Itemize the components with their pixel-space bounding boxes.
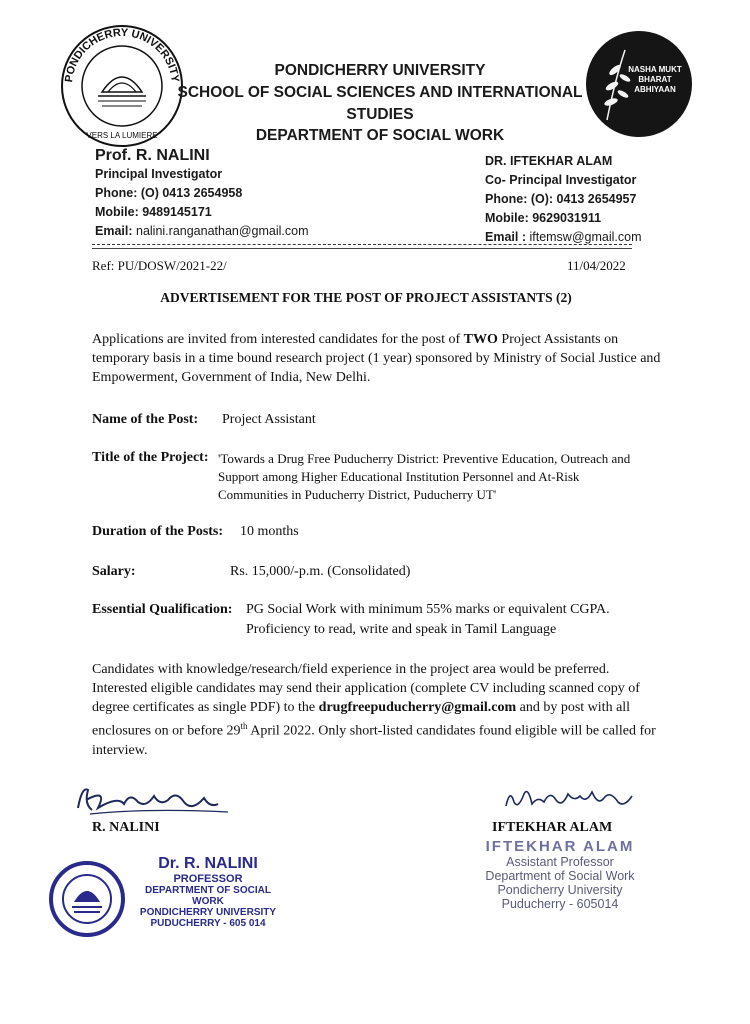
salary-label: Salary:: [92, 564, 136, 579]
copi-email-label: Email :: [485, 230, 530, 244]
iftekhar-signature: [500, 782, 640, 816]
closing-text-3: April 2022. Only short-listed candidates found eligible will be called for interview.: [92, 723, 656, 758]
right-stamp-text: [455, 838, 665, 911]
post-value: Project Assistant: [222, 412, 316, 427]
header-university: PONDICHERRY UNIVERSITY: [274, 62, 486, 79]
nasha-mukt-logo: [585, 30, 693, 138]
date-superscript: th: [240, 721, 248, 731]
copi-email: iftemsw@gmail.com: [529, 230, 642, 244]
right-stamp-city: Puducherry - 605014: [501, 897, 619, 911]
pi-email: nalini.ranganathan@gmail.com: [136, 224, 309, 238]
closing-text-1: Candidates with knowledge/research/field experience in the project area would be preferred. Interested eligible candidates may send their application (complete CV including scanned copy of degree certificates as single PDF) to the: [92, 662, 640, 715]
project-label: Title of the Project:: [92, 450, 209, 465]
left-signatory-name: R. NALINI: [92, 820, 160, 835]
intro-paragraph: [92, 330, 662, 387]
logo-line-1: NASHA MUKT: [628, 65, 682, 74]
logo-motto: VERS LA LUMIERE: [86, 131, 158, 140]
pi-email-label: Email:: [95, 224, 136, 238]
copi-contact: [485, 152, 641, 247]
left-stamp-text: [128, 855, 288, 929]
pi-contact: [95, 146, 309, 241]
project-value: 'Towards a Drug Free Puducherry District: Preventive Education, Outreach and Support among Higher Educational Institution Personnel and At-Risk Communities in Puducherry District, Puducherry UT': [218, 451, 631, 502]
header-school-line1: SCHOOL OF SOCIAL SCIENCES AND INTERNATIONAL: [177, 84, 583, 101]
left-stamp-dept: DEPARTMENT OF SOCIAL WORK: [145, 885, 271, 907]
left-stamp-univ: PONDICHERRY UNIVERSITY: [139, 907, 277, 918]
intro-text-1: Applications are invited from interested candidates for the post of: [92, 332, 464, 347]
reference-number: Ref: PU/DOSW/2021-22/: [92, 258, 227, 273]
left-stamp-city: PUDUCHERRY - 605 014: [150, 918, 266, 929]
qualification-value-1: PG Social Work with minimum 55% marks or equivalent CGPA.: [246, 602, 610, 617]
intro-bold: TWO: [463, 332, 498, 347]
pi-role: Principal Investigator: [95, 167, 223, 181]
qualification-label: Essential Qualification:: [92, 602, 233, 617]
logo-line-3: ABHIYAAN: [634, 85, 676, 94]
pi-phone: Phone: (O) 0413 2654958: [95, 186, 243, 200]
closing-paragraph: [92, 660, 662, 760]
copi-phone: Phone: (O): 0413 2654957: [485, 192, 637, 206]
application-email: drugfreepuducherry@gmail.com: [318, 700, 517, 715]
logo-line-2: BHARAT: [638, 75, 672, 84]
header-divider: [92, 248, 632, 249]
logo-arc-text: PONDICHERRY UNIVERSITY: [63, 26, 181, 83]
header-school-line2: STUDIES: [346, 106, 414, 123]
right-stamp-dept: Department of Social Work: [485, 869, 635, 883]
left-stamp-name: Dr. R. NALINI: [158, 855, 258, 872]
pi-name: Prof. R. NALINI: [95, 147, 210, 164]
duration-value: 10 months: [240, 524, 299, 539]
pi-mobile: Mobile: 9489145171: [95, 205, 212, 219]
right-stamp-univ: Pondicherry University: [497, 883, 623, 897]
right-stamp-name: IFTEKHAR ALAM: [485, 838, 635, 855]
copi-role: Co- Principal Investigator: [485, 173, 637, 187]
header-divider-dashed: [92, 244, 632, 245]
intro-text-2: Project Assistants on temporary basis in a time bound research project (1 year) sponsored by Ministry of Social Justice and Empowerment, Government of India, New Delhi.: [92, 332, 661, 385]
university-seal-stamp: [48, 860, 126, 938]
right-stamp-title: Assistant Professor: [506, 855, 614, 869]
left-stamp-title: PROFESSOR: [173, 873, 243, 885]
right-signatory-name: IFTEKHAR ALAM: [492, 820, 613, 835]
qualification-value-2: Proficiency to read, write and speak in Tamil Language: [246, 622, 557, 637]
nalini-signature: [68, 778, 238, 820]
header-department: DEPARTMENT OF SOCIAL WORK: [255, 127, 505, 144]
advertisement-title: ADVERTISEMENT FOR THE POST OF PROJECT ASSISTANTS (2): [160, 290, 572, 305]
copi-name: DR. IFTEKHAR ALAM: [485, 154, 613, 168]
letter-date: 11/04/2022: [567, 258, 626, 273]
copi-mobile: Mobile: 9629031911: [485, 211, 602, 225]
svg-text:PONDICHERRY UNIVERSITY: [63, 27, 181, 84]
duration-label: Duration of the Posts:: [92, 524, 224, 539]
closing-text-2: and by post with all enclosures on or before 29: [92, 700, 631, 739]
salary-value: Rs. 15,000/-p.m. (Consolidated): [230, 564, 411, 579]
post-label: Name of the Post:: [92, 412, 199, 427]
